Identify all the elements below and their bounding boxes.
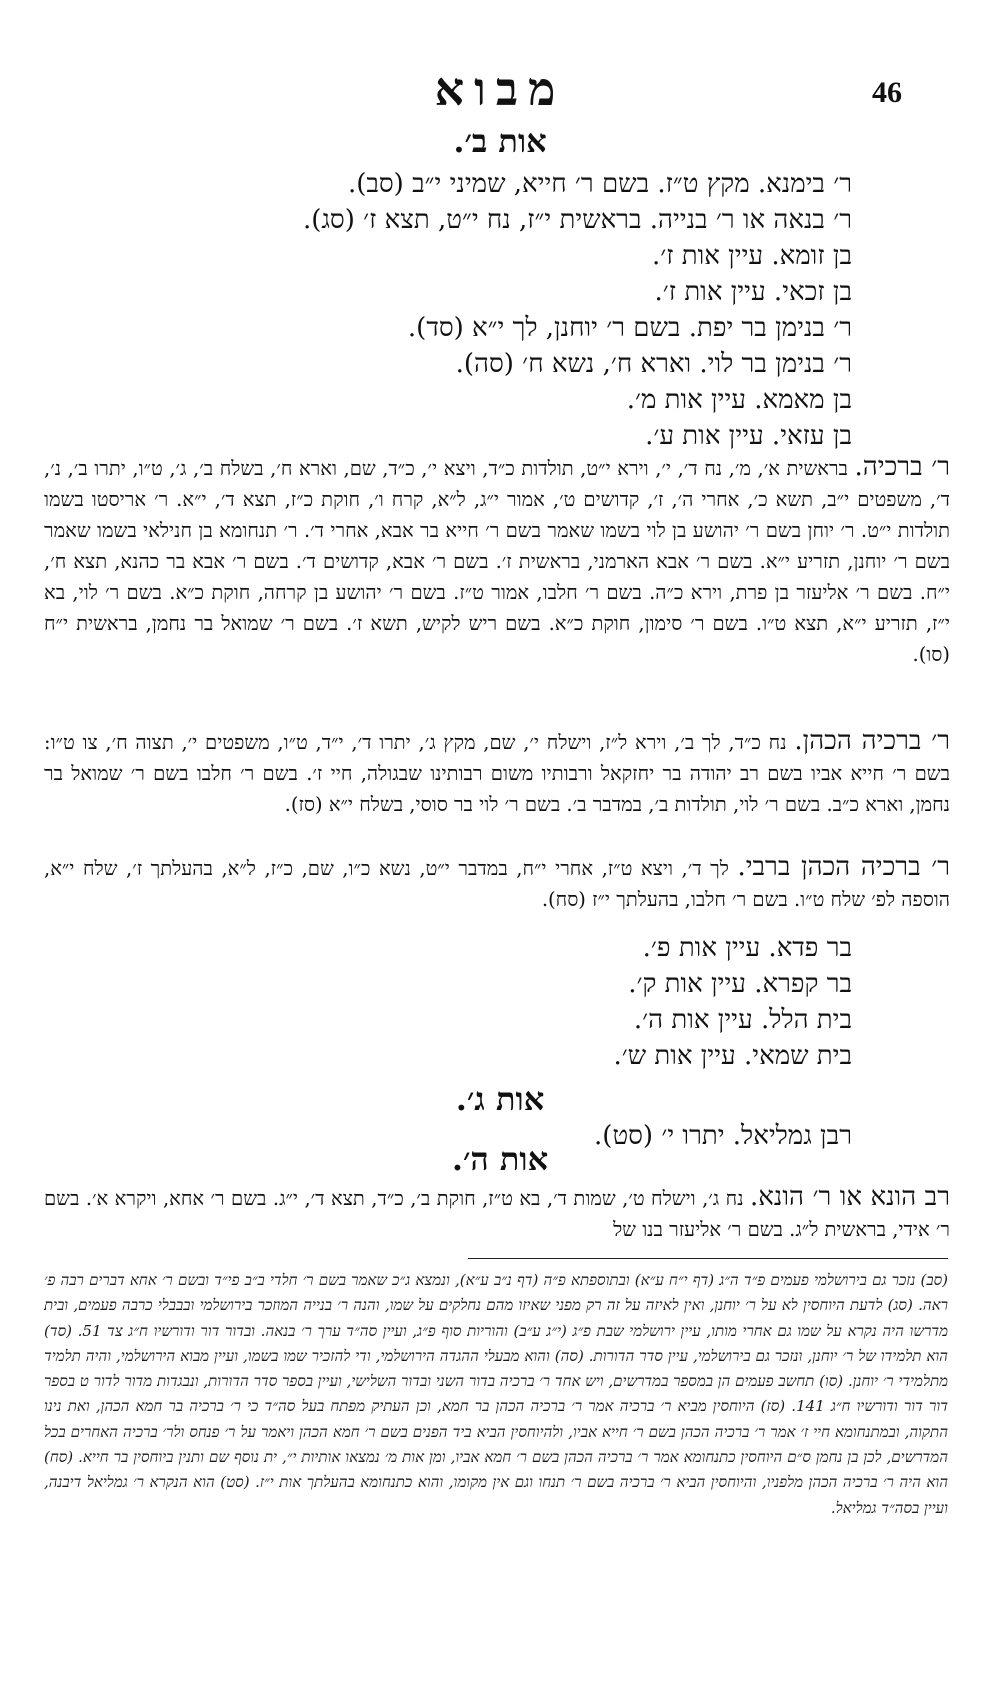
section-heading-gimel: אות ג׳. <box>455 1080 545 1118</box>
entry-item: רבן גמליאל. יתרו י׳ (סט). <box>594 1121 852 1151</box>
entry-item: ר׳ בימנא. מקץ ט״ז. בשם ר׳ חייא, שמיני י״ב (סב). <box>347 169 852 199</box>
entry-block-berekhiah-hakohen-berabbi <box>44 852 950 915</box>
entry-text: בראשית א׳, מ׳, נח ד׳, י׳, וירא י״ט, תולדות כ״ד, ויצא י׳, כ״ד, שם, וארא ח׳, בשלח ב׳, ג׳, ט״ו, יתרו ב׳, נ׳, ד׳, משפטים י״ב, תשא כ׳, אחרי ה׳, ז׳, קדושים ט׳, אמור י״ג, ל״א, קרח ו׳, חוקת כ״ז, תצא ד׳, י״א. ר׳ אריסטו בשמו תולדות י״ט. ר׳ יוחן בשם ר׳ יהושע בן לוי בשמו שאמר בשם ר׳ חייא בר אבא, אחרי ד׳. ר׳ תנחומא בן חנילאי בשמו שאמר בשם ר׳ יוחנן, תזריע י״א. בשם ר׳ אבא הארמני, בראשית ז׳. בשם ר׳ אבא, קדושים ד׳. בשם ר׳ אבא בר כהנא, תצא ח׳, י״ח. בשם ר׳ אליעזר בן פרת, וירא כ״ה. בשם ר׳ חלבו, אמור ט״ז. בשם ר׳ יהושע בן קרחה, חוקת כ״א. בשם ר׳ לוי, בא י״ז, תזריע י״א, תצא ט״ו. בשם ר׳ סימון, חוקת כ״א. בשם ריש לקיש, תשא ז׳. בשם ר׳ שמואל בר נחמן, בראשית י״ח (סו). <box>44 457 950 666</box>
entry-paragraph-berekhiah-hakohen-berabbi <box>44 852 950 915</box>
entry-item: בר פדא. עיין אות פ׳. <box>642 933 852 963</box>
entry-text: נח כ״ד, לך ב׳, וירא ל״ז, וישלח י׳, שם, מקץ ג׳, יתרו ד׳, י״ד, ט״ו, משפטים י׳, תצוה ח׳, צו ט״ו: בשם ר׳ חייא אביו בשם רב יהודה בר יחזקאל ורבותיו משום רבותינו שבגולה, חיי ז׳. בשם ר׳ חלבו בשם ר׳ שמואל בר נחמן, וארא כ״ב. בשם ר׳ לוי, תולדות ב׳, במדבר ב׳. בשם ר׳ לוי בר סוסי, בשלח י״א (סז). <box>44 731 950 816</box>
entry-block-berekhiah <box>44 452 950 670</box>
entry-paragraph-berekhiah-hakohen <box>44 726 950 820</box>
entry-paragraph-berekhiah <box>44 452 950 670</box>
entry-lead: ר׳ ברכיה. <box>854 452 951 482</box>
page-title: מבוא <box>434 62 566 116</box>
entry-item: בית שמאי. עיין אות ש׳. <box>613 1041 852 1071</box>
entry-item: ר׳ בנימן בר יפת. בשם ר׳ יוחנן, לך י״א (סד). <box>407 313 852 343</box>
entry-item: בן זומא. עיין אות ז׳. <box>651 241 852 271</box>
entry-item: בן עזאי. עיין אות ע׳. <box>645 421 852 451</box>
footnotes <box>44 1268 948 1521</box>
entry-lead: רב הונא או ר׳ הונא. <box>750 1182 950 1212</box>
entry-item: בן מאמא. עיין אות מ׳. <box>626 385 852 415</box>
entry-list-bet-1 <box>152 166 852 454</box>
footnote: (סד) הוא תלמידו של ר׳ יוחנן, ונזכר גם בירושלמי, עיין סדר הדורות. <box>44 1321 948 1365</box>
footnote: (סז) היוחסין מביא ר׳ ברכיה אמר ר׳ ברכיה הכהן בר חמא, וכן העתיק מפתח בעל סה״ד כי ר׳ ברכיה בר חמא הכהן, ואת נינו התקוה, ובמתנחומא חיי ז׳ אמר ר׳ ברכיה הכהן בשם ר׳ חייא אביו, ולהיוחסין הביא ביד הפנים בשם ר׳ חמא הכהן ויאמר על ר׳ פנחס ולר׳ ברכיה האחרים בכל המדרשים, לכן בן נחמן ס״ם היוחסין כתנחומא אמר ר׳ ברכיה הכהן בשם ר׳ חמא אביו, ומן אות מ׳ נמצאו אותיות י״, ית נוסף שם ותנין ביוחסין בר חייא. <box>44 1397 948 1467</box>
section-heading-he: אות ה׳. <box>451 1140 549 1178</box>
entry-block-huna <box>44 1182 950 1245</box>
entry-paragraph-huna <box>44 1182 950 1245</box>
entry-item: בר קפרא. עיין אות ק׳. <box>628 969 852 999</box>
entry-lead: ר׳ ברכיה הכהן ברבי. <box>737 852 951 882</box>
entry-item: ר׳ בנימן בר לוי. וארא ח׳, נשא ח׳ (סה). <box>455 349 852 379</box>
entry-list-bet-2 <box>252 930 852 1074</box>
entry-text: נח ג׳, וישלח ט׳, שמות ד׳, בא ט״ז, חוקת ב׳, כ״ד, תצא ד׳, י״ג. בשם ר׳ אחא, ויקרא א׳. בשם ר׳ אידי, בראשית ל״ג. בשם ר׳ אליעזר בנו של <box>44 1187 950 1241</box>
footnote: (סב) נזכר גם בירושלמי פעמים פ״ד ה״ג (דף י״ח ע״א) ובתוספתא פ״ה (דף נ״ב ע״א), ונמצא ג״כ שאמר בשם ר׳ חלדי ב״ב פי״ד ובשם ר׳ אחא דברים רבה פ׳ ראה. <box>44 1271 948 1315</box>
footnote: (סג) לדעת היוחסין לא על ר׳ יוחנן, ואין לאיזה על זה רק מפני שאיזו מהם נחלקים על שמו, והנה ר׳ בנייה המוזכר בירושלמי ובבבלי כרבה פעמים, ובית מדרשו היה נקרא על שמו גם אחרי מותו, עיין ירושלמי שבת פ״ג (י״ג ע״ב) והוריות סוף פ״ג, ועיין סה״ד ערך ר׳ בנאה. <box>44 1296 948 1340</box>
entry-item: ר׳ בנאה או ר׳ בנייה. בראשית י״ז, נח י״ט, תצא ז׳ (סג). <box>302 205 852 235</box>
entry-item: בית הלל. עיין אות ה׳. <box>633 1005 852 1035</box>
footnote-divider <box>468 1258 948 1259</box>
footnote: (סה) והוא מבעלי ההגדה הירושלמי, ודי להזכיר שמו בשמו, ועיין מבוא הירושלמי, והיה תלמיד מתלמידי ר׳ יוחנן. <box>44 1346 948 1391</box>
footnote: (סט) הוא הנקרא ר׳ גמליאל דיבנה, ועיין בסה״ד גמליאל. <box>44 1473 948 1517</box>
footnote: (סח) הוא היה ר׳ ברכיה הכהן מלפניו, והיוחסין הביא ר׳ ברכיה בשם ר׳ תנחו וגם אין מקומו, והוא כתנחומא בהעלתך אות י״ז. <box>44 1448 949 1492</box>
entry-item: בן זכאי. עיין אות ז׳. <box>654 277 852 307</box>
entry-lead: ר׳ ברכיה הכהן. <box>794 726 950 756</box>
entry-block-berekhiah-hakohen <box>44 726 950 820</box>
page-number: 46 <box>872 76 902 109</box>
footnote: ובדור דור ודורשיו ח״ג צד 51. <box>77 1321 256 1340</box>
entry-text: לך ד׳, ויצא ט״ז, אחרי י״ח, במדבר י״ט, נשא כ״ו, שם, כ״ז, ל״א, בהעלתך ז׳, שלח י״א, הוספה לפ׳ שלח ט״ו. בשם ר׳ חלבו, בהעלתך י״ז (סח). <box>44 857 950 911</box>
footnote: (סו) תחשב פעמים הן במספר במדרשים, ויש אחד ר׳ ברכיה בדור השני ובדור השלישי, ועיין בספר סדר הדורות, ונבגדות מדור לדור ט בספר דור דור ודורשיו ח״ג 141. <box>44 1372 948 1416</box>
section-heading-bet: אות ב׳. <box>453 122 547 160</box>
